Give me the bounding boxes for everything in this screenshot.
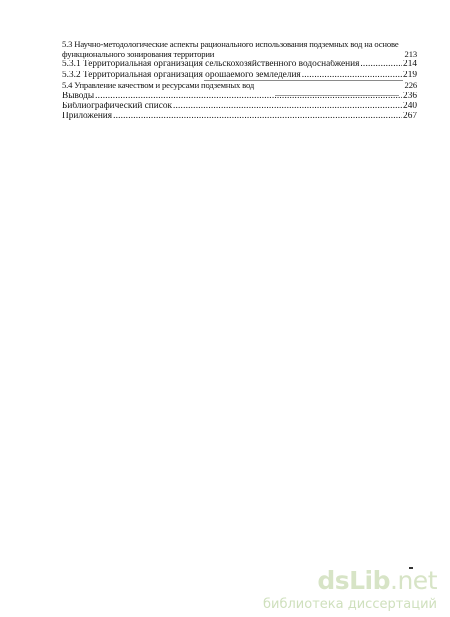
leader-dots	[302, 71, 402, 80]
toc-entry	[62, 50, 417, 60]
toc-entry	[62, 92, 417, 102]
toc-entry-title: Выводы	[62, 91, 95, 101]
watermark-logo: dsLib.net	[317, 566, 437, 595]
leader-rule	[275, 95, 399, 96]
table-of-contents	[62, 40, 417, 123]
toc-entry-page: 219	[403, 70, 417, 80]
toc-entry	[62, 112, 417, 122]
toc-entry-title: 5.4 Управление качеством и ресурсами подземных вод	[62, 81, 255, 91]
toc-entry-page: 213	[404, 50, 417, 59]
leader-rule	[204, 80, 403, 81]
leader-dots	[95, 92, 402, 101]
toc-entry-page: 236	[403, 91, 417, 101]
watermark	[263, 566, 441, 612]
toc-entry-title: 5.3 Научно-методологические аспекты рационального использования подземных вод на основе	[62, 40, 399, 49]
leader-dots	[360, 60, 402, 69]
toc-entry-title: 5.3.2 Территориальная организация орошаемого земледелия	[62, 70, 301, 80]
toc-entry	[62, 40, 417, 50]
leader-dots	[173, 102, 402, 111]
toc-entry-page: 267	[403, 112, 417, 122]
toc-entry	[62, 102, 417, 112]
leader-dots	[113, 112, 402, 121]
toc-entry	[62, 81, 417, 91]
toc-entry-title: 5.3.1 Территориальная организация сельскохозяйственного водоснабжения	[62, 60, 360, 70]
toc-entry-page: 214	[403, 60, 417, 70]
toc-entry-title: Приложения	[62, 112, 113, 122]
toc-entry-title: функционального зонирования территории	[62, 50, 215, 59]
toc-entry-page: 226	[404, 81, 417, 91]
toc-entry	[62, 60, 417, 70]
toc-entry-title: Библиографический список	[62, 101, 172, 111]
watermark-subtitle: библиотека диссертаций	[263, 597, 437, 612]
toc-entry-page: 240	[403, 101, 417, 111]
